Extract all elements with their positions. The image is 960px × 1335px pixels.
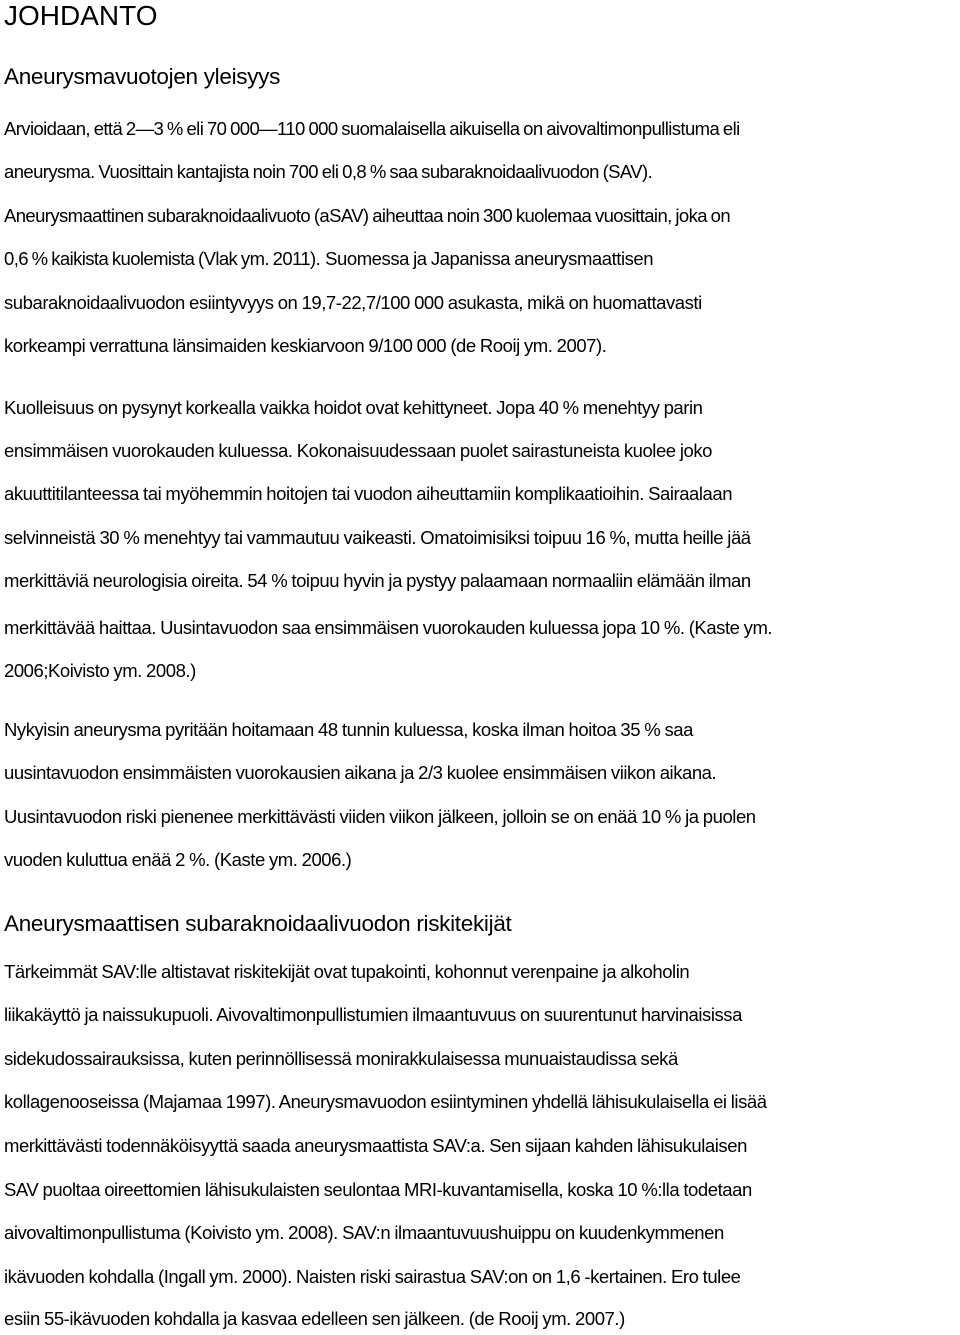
paragraph-line: Kuolleisuus on pysynyt korkealla vaikka hoidot ovat kehittyneet. Jopa 40 % menehtyy parin xyxy=(4,397,703,418)
paragraph-line: korkeampi verrattuna länsimaiden keskiarvoon 9/100 000 (de Rooij ym. 2007). xyxy=(4,335,607,356)
paragraph-line: merkittäviä neurologisia oireita. 54 % toipuu hyvin ja pystyy palaamaan normaaliin elämään ilman xyxy=(4,570,751,591)
paragraph-line: kollagenooseissa (Majamaa 1997). Aneurysmavuodon esiintyminen yhdellä lähisukulaisella ei lisää xyxy=(4,1091,767,1112)
paragraph-line: 2006;Koivisto ym. 2008.) xyxy=(4,660,196,681)
paragraph-line: ikävuoden kohdalla (Ingall ym. 2000). Naisten riski sairastua SAV:on on 1,6 -kertainen. Ero tulee xyxy=(4,1266,741,1287)
paragraph-line: ensimmäisen vuorokauden kuluessa. Kokonaisuudessaan puolet sairastuneista kuolee joko xyxy=(4,440,712,461)
paragraph-line: sidekudossairauksissa, kuten perinnöllisessä monirakkulaisessa munuaistaudissa sekä xyxy=(4,1048,678,1069)
paragraph-line: vuoden kuluttua enää 2 %. (Kaste ym. 2006.) xyxy=(4,849,352,870)
paragraph-line: esiin 55-ikävuoden kohdalla ja kasvaa edelleen sen jälkeen. (de Rooij ym. 2007.) xyxy=(4,1308,625,1329)
paragraph-line-part: 0,6 % kaikista kuolemista (Vlak ym. 2011). xyxy=(4,248,321,269)
paragraph-line: Nykyisin aneurysma pyritään hoitamaan 48 tunnin kuluessa, koska ilman hoitoa 35 % saa xyxy=(4,719,693,740)
document-title: JOHDANTO xyxy=(4,0,158,31)
paragraph-line: Aneurysmaattinen subaraknoidaalivuoto (aSAV) aiheuttaa noin 300 kuolemaa vuosittain, joka on xyxy=(4,205,731,226)
paragraph-line: uusintavuodon ensimmäisten vuorokausien aikana ja 2/3 kuolee ensimmäisen viikon aikana. xyxy=(4,762,717,783)
paragraph-line: merkittävää haittaa. Uusintavuodon saa ensimmäisen vuorokauden kuluessa jopa 10 %. (Kaste ym. xyxy=(4,617,773,638)
paragraph-line-part: Suomessa ja Japanissa aneurysmaattisen xyxy=(325,248,654,269)
paragraph-line xyxy=(4,247,653,271)
section-heading-aneurysm-prevalence: Aneurysmavuotojen yleisyys xyxy=(4,64,281,89)
paragraph-line: merkittävästi todennäköisyyttä saada aneurysmaattista SAV:a. Sen sijaan kahden lähisukulaisen xyxy=(4,1135,747,1156)
paragraph-line: subaraknoidaalivuodon esiintyvyys on 19,7-22,7/100 000 asukasta, mikä on huomattavasti xyxy=(4,292,702,313)
paragraph-line: liikakäyttö ja naissukupuoli. Aivovaltimonpullistumien ilmaantuvuus on suurentunut harvinaisissa xyxy=(4,1004,742,1025)
paragraph-line: selvinneistä 30 % menehtyy tai vammautuu vaikeasti. Omatoimisiksi toipuu 16 %, mutta heille jää xyxy=(4,527,751,548)
section-heading-risk-factors: Aneurysmaattisen subaraknoidaalivuodon riskitekijät xyxy=(4,911,512,936)
paragraph-line: aneurysma. Vuosittain kantajista noin 700 eli 0,8 % saa subaraknoidaalivuodon (SAV). xyxy=(4,161,653,182)
paragraph-line: SAV puoltaa oireettomien lähisukulaisten seulontaa MRI-kuvantamisella, koska 10 %:lla todetaan xyxy=(4,1179,752,1200)
paragraph-line: Uusintavuodon riski pienenee merkittävästi viiden viikon jälkeen, jolloin se on enää 10 % ja puolen xyxy=(4,806,756,827)
paragraph-line: akuuttitilanteessa tai myöhemmin hoitojen tai vuodon aiheuttamiin komplikaatioihin. Sairaalaan xyxy=(4,483,733,504)
paragraph-line: Arvioidaan, että 2—3 % eli 70 000—110 000 suomalaisella aikuisella on aivovaltimonpullistuma eli xyxy=(4,118,740,139)
paragraph-line: Tärkeimmät SAV:lle altistavat riskitekijät ovat tupakointi, kohonnut verenpaine ja alkoholin xyxy=(4,961,690,982)
paragraph-line: aivovaltimonpullistuma (Koivisto ym. 2008). SAV:n ilmaantuvuushuippu on kuudenkymmenen xyxy=(4,1222,724,1243)
